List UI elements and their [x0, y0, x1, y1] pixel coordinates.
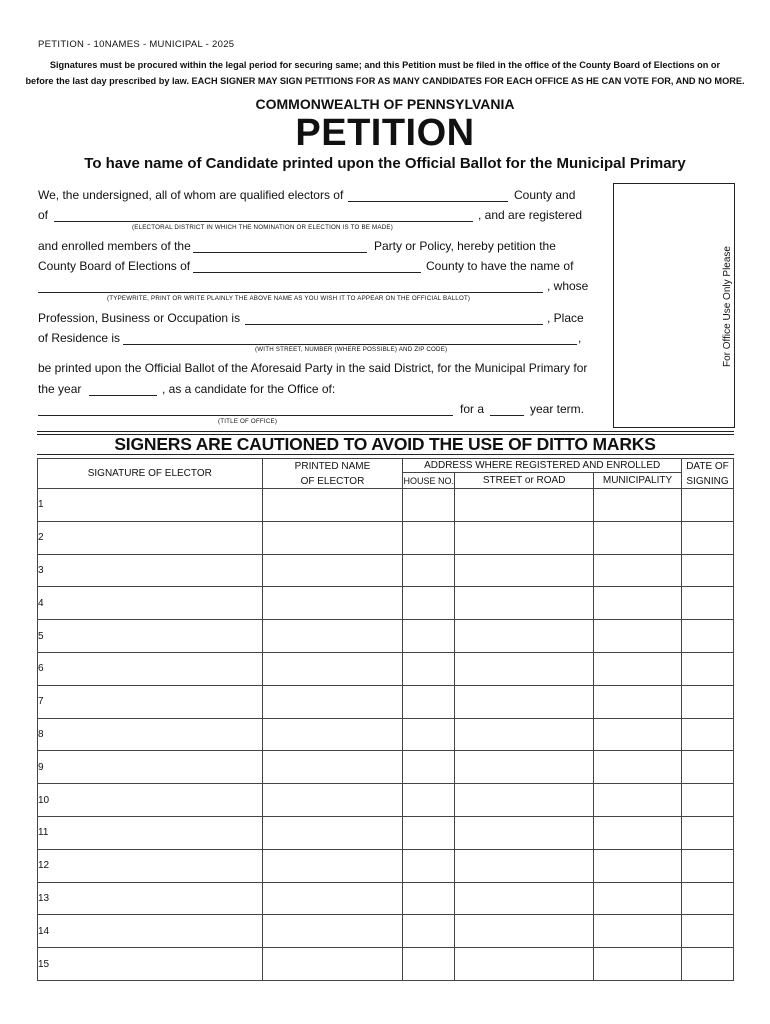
table-row [38, 915, 734, 948]
signature-cell[interactable] [38, 816, 263, 849]
house-no-cell[interactable] [403, 915, 455, 948]
row-number: 6 [38, 663, 44, 675]
body-line-7a: of Residence is [38, 331, 121, 345]
municipality-cell[interactable] [594, 784, 682, 817]
row-number: 14 [38, 925, 50, 937]
party-field[interactable] [193, 252, 367, 253]
street-cell[interactable] [455, 784, 594, 817]
row-number: 2 [38, 532, 44, 544]
signature-cell[interactable] [38, 587, 263, 620]
body-line-9b: , as a candidate for the Office of: [162, 382, 336, 396]
page-title: PETITION [295, 112, 475, 154]
house-no-cell[interactable] [403, 521, 455, 554]
street-cell[interactable] [455, 587, 594, 620]
year-field[interactable] [89, 395, 157, 396]
printed-name-cell[interactable] [262, 915, 403, 948]
printed-name-cell[interactable] [262, 816, 403, 849]
date-cell[interactable] [681, 685, 733, 718]
signature-cell[interactable] [38, 915, 263, 948]
row-number: 8 [38, 728, 44, 740]
term-years-field[interactable] [490, 415, 524, 416]
table-row [38, 849, 734, 882]
printed-name-cell[interactable] [262, 521, 403, 554]
notice-line-2: before the last day prescribed by law. EACH SIGNER MAY SIGN PETITIONS FOR AS MANY CANDIDATES FOR EACH OFFICE AS HE CAN VOTE FOR, AND NO MORE. [25, 76, 745, 86]
municipality-cell[interactable] [594, 652, 682, 685]
house-no-cell[interactable] [403, 751, 455, 784]
printed-name-cell[interactable] [262, 685, 403, 718]
table-row [38, 784, 734, 817]
table-row [38, 489, 734, 522]
row-number: 12 [38, 860, 50, 872]
commonwealth-heading: COMMONWEALTH OF PENNSYLVANIA [255, 96, 515, 112]
body-line-10b: year term. [530, 402, 585, 416]
municipality-cell[interactable] [594, 751, 682, 784]
printed-name-cell[interactable] [262, 718, 403, 751]
district-caption: (ELECTORAL DISTRICT IN WHICH THE NOMINATION OR ELECTION IS TO BE MADE) [132, 224, 393, 231]
house-no-cell[interactable] [403, 784, 455, 817]
date-cell[interactable] [681, 882, 733, 915]
signature-cell[interactable] [38, 489, 263, 522]
residence-field[interactable] [123, 344, 577, 345]
row-number: 11 [38, 827, 49, 839]
signature-cell[interactable] [38, 521, 263, 554]
table-row [38, 521, 734, 554]
date-cell[interactable] [681, 587, 733, 620]
printed-name-cell[interactable] [262, 751, 403, 784]
street-cell[interactable] [455, 554, 594, 587]
municipality-cell[interactable] [594, 849, 682, 882]
signature-cell[interactable] [38, 718, 263, 751]
house-no-cell[interactable] [403, 620, 455, 653]
signature-cell[interactable] [38, 685, 263, 718]
municipality-cell[interactable] [594, 882, 682, 915]
body-line-3a: and enrolled members of the [38, 239, 191, 253]
name-caption: (TYPEWRITE, PRINT OR WRITE PLAINLY THE ABOVE NAME AS YOU WISH IT TO APPEAR ON THE OFFICIAL BALLOT) [107, 295, 471, 302]
signature-cell[interactable] [38, 652, 263, 685]
table-row [38, 620, 734, 653]
table-row [38, 587, 734, 620]
col-date-line-2: SIGNING [686, 475, 729, 487]
printed-name-cell[interactable] [262, 489, 403, 522]
body-line-1b: County and [514, 188, 576, 202]
house-no-cell[interactable] [403, 849, 455, 882]
house-no-cell[interactable] [403, 554, 455, 587]
row-number: 10 [38, 794, 50, 806]
date-cell[interactable] [681, 652, 733, 685]
street-cell[interactable] [455, 718, 594, 751]
date-cell[interactable] [681, 915, 733, 948]
body-line-8: be printed upon the Official Ballot of the Aforesaid Party in the said District, for the Municipal Primary for [38, 361, 588, 375]
printed-name-cell[interactable] [262, 882, 403, 915]
signature-cell[interactable] [38, 882, 263, 915]
table-row [38, 816, 734, 849]
row-number: 13 [38, 892, 50, 904]
office-caption: (TITLE OF OFFICE) [218, 418, 278, 425]
divider-bottom [37, 454, 734, 455]
house-no-cell[interactable] [403, 948, 455, 981]
body-line-4a: County Board of Elections of [38, 259, 191, 273]
signature-cell[interactable] [38, 948, 263, 981]
body-line-6a: Profession, Business or Occupation is [38, 311, 241, 325]
street-cell[interactable] [455, 685, 594, 718]
house-no-cell[interactable] [403, 587, 455, 620]
signature-cell[interactable] [38, 554, 263, 587]
body-line-2b: , and are registered [478, 208, 583, 222]
office-use-label: For Office Use Only Please [722, 246, 733, 367]
signature-cell[interactable] [38, 620, 263, 653]
street-cell[interactable] [455, 915, 594, 948]
date-cell[interactable] [681, 849, 733, 882]
candidate-name-field[interactable] [38, 292, 543, 293]
municipality-cell[interactable] [594, 685, 682, 718]
county-field[interactable] [348, 201, 508, 202]
municipality-cell[interactable] [594, 521, 682, 554]
street-cell[interactable] [455, 489, 594, 522]
col-municipality: MUNICIPALITY [594, 473, 682, 489]
street-cell[interactable] [455, 521, 594, 554]
district-field[interactable] [54, 221, 473, 222]
house-no-cell[interactable] [403, 816, 455, 849]
municipality-cell[interactable] [594, 554, 682, 587]
table-row [38, 685, 734, 718]
notice-line-1: Signatures must be procured within the legal period for securing same; and this Petition must be filed in the office of the County Board of Elections on or [49, 60, 721, 70]
street-cell[interactable] [455, 816, 594, 849]
occupation-field[interactable] [245, 324, 543, 325]
house-no-cell[interactable] [403, 652, 455, 685]
body-line-9a: the year [38, 382, 82, 396]
municipality-cell[interactable] [594, 620, 682, 653]
divider-top [37, 431, 734, 432]
date-cell[interactable] [681, 521, 733, 554]
printed-name-cell[interactable] [262, 784, 403, 817]
table-row [38, 718, 734, 751]
municipality-cell[interactable] [594, 489, 682, 522]
house-no-cell[interactable] [403, 718, 455, 751]
date-cell[interactable] [681, 784, 733, 817]
date-cell[interactable] [681, 718, 733, 751]
col-printed-name [262, 459, 403, 489]
signature-cell[interactable] [38, 751, 263, 784]
municipality-cell[interactable] [594, 948, 682, 981]
col-printed-line-2: OF ELECTOR [300, 475, 365, 487]
date-cell[interactable] [681, 489, 733, 522]
street-cell[interactable] [455, 751, 594, 784]
printed-name-cell[interactable] [262, 620, 403, 653]
col-date-line-1: DATE OF [686, 460, 729, 472]
table-row [38, 554, 734, 587]
body-line-3b: Party or Policy, hereby petition the [374, 239, 556, 253]
form-code: PETITION - 10NAMES - MUNICIPAL - 2025 [38, 39, 235, 50]
street-cell[interactable] [455, 652, 594, 685]
page-subtitle: To have name of Candidate printed upon the Official Ballot for the Municipal Primary [84, 155, 686, 172]
date-cell[interactable] [681, 816, 733, 849]
date-cell[interactable] [681, 948, 733, 981]
body-line-6b: , Place [547, 311, 584, 325]
printed-name-cell[interactable] [262, 652, 403, 685]
municipality-cell[interactable] [594, 718, 682, 751]
body-line-4b: County to have the name of [426, 259, 574, 273]
body-line-7b: , [578, 331, 582, 345]
table-row [38, 948, 734, 981]
row-number: 3 [38, 564, 44, 576]
signers-table [37, 458, 734, 981]
row-number: 5 [38, 630, 44, 642]
printed-name-cell[interactable] [262, 554, 403, 587]
printed-name-cell[interactable] [262, 849, 403, 882]
signature-cell[interactable] [38, 784, 263, 817]
body-line-2a: of [38, 208, 49, 222]
house-no-cell[interactable] [403, 489, 455, 522]
date-cell[interactable] [681, 751, 733, 784]
municipality-cell[interactable] [594, 816, 682, 849]
row-number: 7 [38, 696, 44, 708]
col-date [681, 459, 733, 489]
date-cell[interactable] [681, 554, 733, 587]
municipality-cell[interactable] [594, 587, 682, 620]
printed-name-cell[interactable] [262, 587, 403, 620]
street-cell[interactable] [455, 620, 594, 653]
col-house-no: HOUSE NO. [403, 473, 455, 489]
street-cell[interactable] [455, 849, 594, 882]
col-signature: SIGNATURE OF ELECTOR [38, 459, 263, 489]
caution-heading: SIGNERS ARE CAUTIONED TO AVOID THE USE OF DITTO MARKS [114, 434, 656, 454]
row-number: 4 [38, 597, 44, 609]
house-no-cell[interactable] [403, 685, 455, 718]
street-cell[interactable] [455, 882, 594, 915]
row-number: 1 [38, 499, 44, 511]
col-printed-line-1: PRINTED NAME [294, 460, 371, 472]
body-line-5b: , whose [547, 279, 589, 293]
row-number: 9 [38, 761, 44, 773]
signature-cell[interactable] [38, 849, 263, 882]
printed-name-cell[interactable] [262, 948, 403, 981]
table-row [38, 652, 734, 685]
table-row [38, 882, 734, 915]
board-county-field[interactable] [193, 272, 421, 273]
house-no-cell[interactable] [403, 882, 455, 915]
office-use-box [613, 183, 735, 428]
body-line-1a: We, the undersigned, all of whom are qualified electors of [38, 188, 344, 202]
table-row [38, 751, 734, 784]
date-cell[interactable] [681, 620, 733, 653]
row-number: 15 [38, 958, 50, 970]
col-street: STREET or ROAD [455, 473, 594, 489]
street-cell[interactable] [455, 948, 594, 981]
col-address: ADDRESS WHERE REGISTERED AND ENROLLED [403, 459, 682, 473]
municipality-cell[interactable] [594, 915, 682, 948]
office-title-field[interactable] [38, 415, 453, 416]
residence-caption: (WITH STREET, NUMBER (WHERE POSSIBLE) AND ZIP CODE) [255, 346, 448, 353]
body-line-10a: for a [460, 402, 485, 416]
